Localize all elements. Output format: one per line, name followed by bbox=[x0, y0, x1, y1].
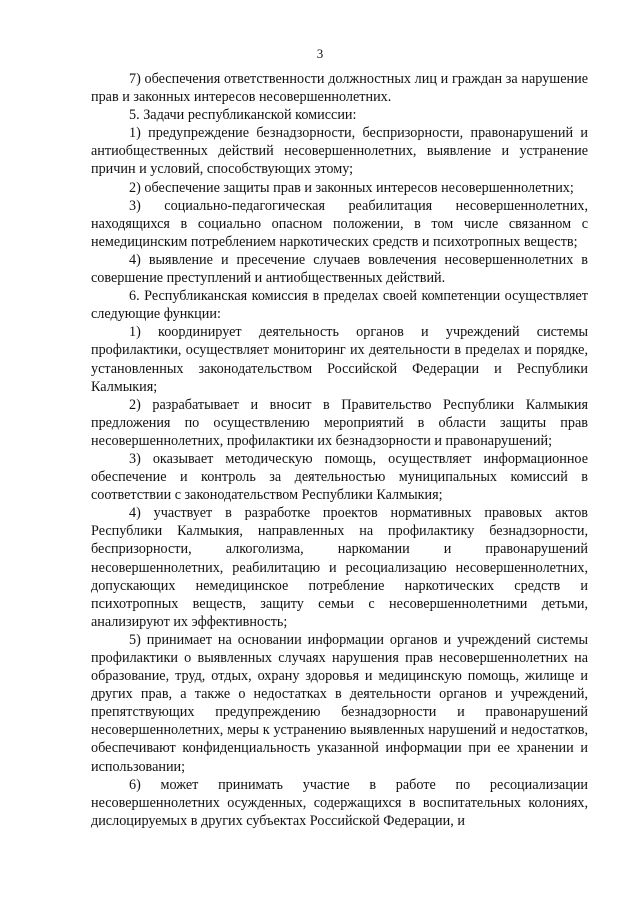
paragraph-function-2: 2) разрабатывает и вносит в Правительство Республики Калмыкия предложения по осуществлению мероприятий в области защиты прав несовершеннолетних, профилактики их безнадзорности и правонарушений; bbox=[91, 396, 588, 449]
paragraph-section-6-heading: 6. Республиканская комиссия в пределах своей компетенции осуществляет следующие функции: bbox=[91, 288, 588, 323]
paragraph-function-1: 1) координирует деятельность органов и учреждений системы профилактики, осуществляет мониторинг их деятельности в пределах и порядке, установленных законодательством Российской Федерации и Республики Калмыкия; bbox=[91, 324, 588, 395]
paragraph-section-5-heading: 5. Задачи республиканской комиссии: bbox=[129, 107, 357, 124]
page-number: 3 bbox=[316, 46, 324, 61]
paragraph-task-4: 4) выявление и пресечение случаев вовлечения несовершеннолетних в совершение преступлений и антиобщественных действий. bbox=[91, 251, 588, 287]
document-body bbox=[91, 70, 588, 830]
paragraph-item-7-responsibility: 7) обеспечения ответственности должностных лиц и граждан за нарушение прав и законных интересов несовершеннолетних. bbox=[91, 71, 588, 106]
paragraph-function-5: 5) принимает на основании информации органов и учреждений системы профилактики о выявленных случаях нарушения прав несовершеннолетних на образование, труд, отдых, охрану здоровья и медицинскую помощь, жилище и других прав, а также о недостатках в деятельности органов и учреждений, препятствующих предупреждению безнадзорности и правонарушений несовершеннолетних, меры к устранению выявленных нарушений и недостатков, обеспечивают конфиденциальность указанной информации при ее хранении и использовании; bbox=[91, 631, 588, 775]
paragraph-task-3: 3) социально-педагогическая реабилитация несовершеннолетних, находящихся в социально опасном положении, в том числе связанном с немедицинским потреблением наркотических средств и психотропных веществ; bbox=[91, 197, 588, 250]
paragraph-function-3: 3) оказывает методическую помощь, осуществляет информационное обеспечение и контроль за деятельностью муниципальных комиссий в соответствии с законодательством Республики Калмыкия; bbox=[91, 450, 588, 504]
paragraph-function-4: 4) участвует в разработке проектов нормативных правовых актов Республики Калмыкия, направленных на профилактику безнадзорности, беспризорности, алкоголизма, наркомании и правонарушений несовершеннолетних, реабилитацию и ресоциализацию несовершеннолетних, допускающих немедицинское потребление наркотических средств и психотропных веществ, защиту семьи с несовершеннолетними детьми, анализируют их эффективность; bbox=[91, 505, 588, 630]
paragraph-function-6: 6) может принимать участие в работе по ресоциализации несовершеннолетних осужденных, содержащихся в воспитательных колониях, дислоцируемых в других субъектах Российской Федерации, и bbox=[91, 776, 588, 829]
paragraph-task-2: 2) обеспечение защиты прав и законных интересов несовершеннолетних; bbox=[129, 179, 574, 196]
paragraph-task-1: 1) предупреждение безнадзорности, беспризорности, правонарушений и антиобщественных действий несовершеннолетних, выявление и устранение причин и условий, способствующих этому; bbox=[91, 125, 588, 178]
